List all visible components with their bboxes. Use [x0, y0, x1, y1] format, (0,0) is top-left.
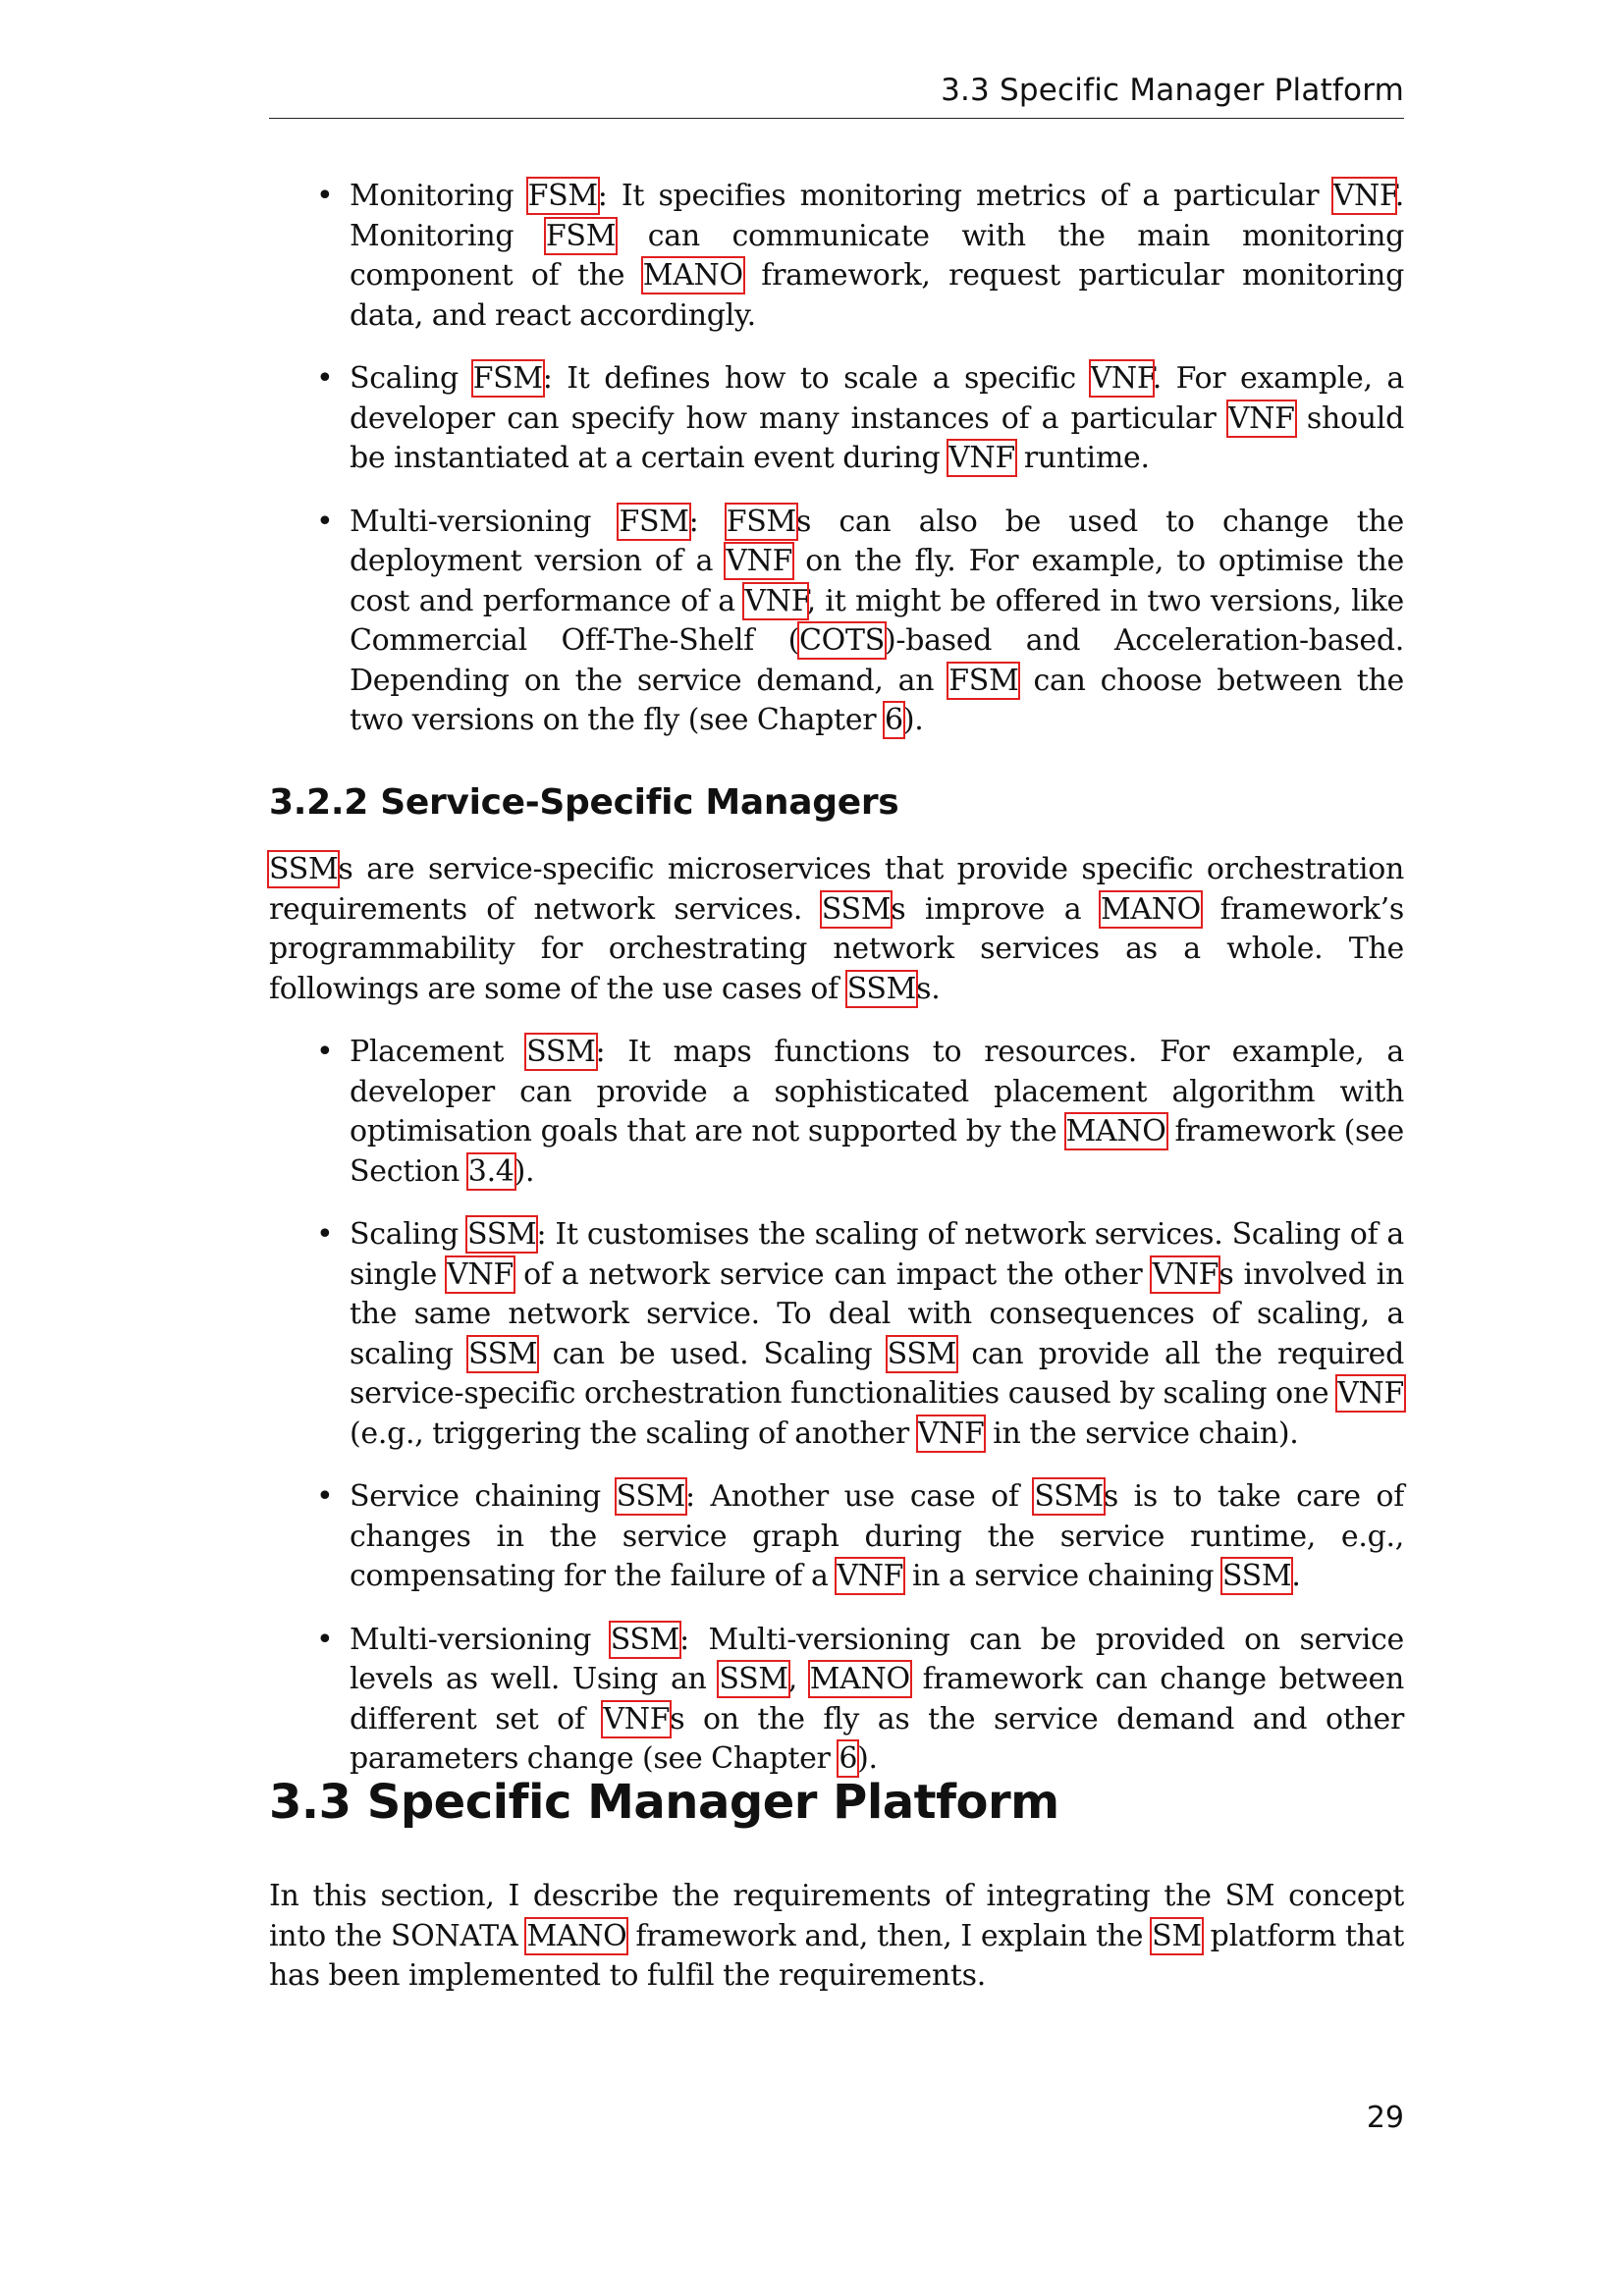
list-item — [269, 1215, 1404, 1454]
cross-reference-link[interactable]: VNF — [1227, 400, 1295, 436]
fsm-use-case-list — [269, 177, 1404, 741]
cross-reference-link[interactable]: MANO — [526, 1918, 627, 1953]
bullet-glyph: • — [316, 1217, 334, 1252]
cross-reference-link[interactable]: SSM — [467, 1336, 538, 1371]
cross-reference-link[interactable]: VNF — [837, 1559, 904, 1593]
cross-reference-link[interactable]: SSM — [526, 1035, 596, 1069]
text-run: , — [787, 1662, 810, 1696]
cross-reference-link[interactable]: VNF — [447, 1256, 514, 1292]
cross-reference-link[interactable]: VNF — [744, 583, 807, 618]
cross-reference-link[interactable]: 3.4 — [467, 1153, 514, 1189]
text-run: platform that has been implemented to fulfil the requirements. — [269, 1918, 1404, 1993]
list-item — [269, 1033, 1404, 1192]
text-run: framework, request particular monitoring data, and react accordingly. — [350, 258, 1404, 333]
cross-reference-link[interactable]: SSM — [719, 1662, 788, 1696]
cross-reference-link[interactable]: FSM — [619, 504, 689, 539]
text-run: : It customises the scaling of network services. Scaling of a single — [350, 1217, 1405, 1292]
cross-reference-link[interactable]: 6 — [885, 703, 903, 737]
text-run: Service chaining — [350, 1479, 617, 1514]
text-run: : It maps functions to resources. For example, a developer can provide a sophisticated placement algorithm with optimisation goals that are not supported by the — [350, 1035, 1404, 1148]
text-run: s involved in the same network service. To deal with consequences of scaling, a scaling — [350, 1256, 1404, 1371]
cross-reference-link[interactable]: VNF — [726, 544, 793, 578]
cross-reference-link[interactable]: VNF — [1090, 361, 1153, 396]
cross-reference-link[interactable]: MANO — [809, 1662, 910, 1696]
text-run: framework (see Section — [350, 1114, 1404, 1189]
text-run: framework and, then, I explain the — [626, 1918, 1153, 1953]
list-item-text — [350, 1621, 1404, 1780]
text-run: s is to take care of changes in the service graph during the service runtime, e.g., compensating for the failure of a — [350, 1479, 1404, 1593]
cross-reference-link[interactable]: MANO — [1065, 1114, 1166, 1148]
section-3-3-paragraph — [269, 1877, 1404, 1997]
text-run: . For example, a developer can specify how many instances of a particular — [350, 361, 1405, 436]
text-run: Multi-versioning — [350, 504, 620, 539]
text-run: ). — [857, 1741, 878, 1776]
list-item — [269, 1477, 1404, 1597]
text-run: : It specifies monitoring metrics of a particular — [597, 179, 1333, 213]
text-run: can choose between the two versions on the fly (see Chapter — [350, 663, 1404, 737]
text-run: , it might be offered in two versions, like Commercial Off-The-Shelf ( — [350, 583, 1404, 658]
text-run: runtime. — [1014, 441, 1150, 475]
list-item-text — [350, 359, 1404, 479]
bullet-glyph: • — [316, 179, 334, 213]
text-run: Scaling — [350, 1217, 468, 1252]
bullet-glyph: • — [316, 361, 334, 396]
cross-reference-link[interactable]: SSM — [821, 891, 892, 927]
page-number: 29 — [1366, 2101, 1404, 2135]
cross-reference-link[interactable]: VNF — [917, 1415, 985, 1451]
list-item-text — [350, 1477, 1404, 1597]
list-item-text — [350, 1215, 1404, 1454]
text-run: of a network service can impact the other — [514, 1256, 1153, 1292]
text-run: s on the fly as the service demand and other parameters change (see Chapter — [350, 1701, 1404, 1776]
text-run: Multi-versioning — [350, 1622, 611, 1657]
list-item — [269, 359, 1404, 479]
cross-reference-link[interactable]: VNF — [1337, 1376, 1404, 1411]
bullet-glyph: • — [316, 1479, 334, 1514]
header-rule — [269, 118, 1404, 119]
ssm-intro-paragraph — [269, 850, 1404, 1009]
text-run: s can also be used to change the deployment version of a — [350, 504, 1404, 578]
cross-reference-link[interactable]: FSM — [545, 218, 617, 253]
cross-reference-link[interactable]: FSM — [726, 504, 796, 539]
text-run: in a service chaining — [903, 1559, 1222, 1593]
text-run: s. — [916, 971, 941, 1006]
bullet-glyph: • — [316, 1035, 334, 1069]
cross-reference-link[interactable]: SSM — [1034, 1479, 1104, 1514]
text-run: . Monitoring — [350, 179, 1405, 253]
text-run: s are service-specific microservices that provide specific orchestration requirements of network services. — [269, 852, 1404, 927]
cross-reference-link[interactable]: FSM — [472, 361, 543, 396]
cross-reference-link[interactable]: COTS — [799, 623, 885, 658]
cross-reference-link[interactable]: SSM — [610, 1622, 680, 1657]
list-item — [269, 1621, 1404, 1780]
text-run: ). — [902, 703, 924, 737]
text-run: (e.g., triggering the scaling of another — [350, 1415, 918, 1451]
cross-reference-link[interactable]: FSM — [527, 179, 598, 213]
cross-reference-link[interactable]: VNF — [1332, 179, 1395, 213]
cross-reference-link[interactable]: SSM — [467, 1217, 537, 1252]
text-run: should be instantiated at a certain event during — [350, 400, 1404, 475]
text-run: : It defines how to scale a specific — [542, 361, 1091, 396]
running-header: 3.3 Specific Manager Platform — [941, 73, 1404, 108]
text-run: . — [1291, 1559, 1301, 1593]
cross-reference-link[interactable]: SSM — [616, 1479, 686, 1514]
cross-reference-link[interactable]: SSM — [269, 852, 339, 886]
text-run: : Multi-versioning can be provided on service levels as well. Using an — [350, 1622, 1404, 1696]
cross-reference-link[interactable]: SM — [1152, 1918, 1202, 1953]
text-run: can communicate with the main monitoring component of the — [350, 218, 1404, 293]
bullet-list — [269, 177, 1404, 741]
list-item — [269, 503, 1404, 741]
cross-reference-link[interactable]: SSM — [887, 1336, 957, 1371]
ssm-intro-paragraph-block — [269, 850, 1404, 1009]
bullet-list — [269, 1033, 1404, 1780]
text-run: Monitoring — [350, 179, 528, 213]
cross-reference-link[interactable]: VNF — [603, 1701, 671, 1736]
list-item — [269, 177, 1404, 336]
text-run: Placement — [350, 1035, 527, 1069]
text-run: can be used. Scaling — [537, 1336, 888, 1371]
text-run: framework can change between different set of — [350, 1662, 1404, 1736]
cross-reference-link[interactable]: SSM — [846, 971, 917, 1006]
bullet-glyph: • — [316, 1622, 334, 1657]
cross-reference-link[interactable]: FSM — [948, 663, 1019, 698]
bullet-glyph: • — [316, 504, 334, 539]
subsection-heading-3-2-2: 3.2.2 Service-Specific Managers — [269, 782, 899, 823]
text-run: )-based and Acceleration-based. Depending on the service demand, an — [350, 623, 1404, 698]
text-run: : Another use case of — [685, 1479, 1035, 1514]
text-run: in the service chain). — [984, 1415, 1299, 1451]
cross-reference-link[interactable]: 6 — [839, 1741, 858, 1776]
list-item-text — [350, 177, 1404, 336]
cross-reference-link[interactable]: MANO — [642, 258, 743, 293]
list-item-text — [350, 1033, 1404, 1192]
text-run: Scaling — [350, 361, 473, 396]
list-item-text — [350, 503, 1404, 741]
ssm-use-case-list — [269, 1033, 1404, 1780]
text-run: on the fly. For example, to optimise the cost and performance of a — [350, 544, 1404, 618]
cross-reference-link[interactable]: VNF — [948, 441, 1015, 475]
text-run: can provide all the required service-specific orchestration functionalities caused by scaling one — [350, 1336, 1404, 1411]
text-run: : — [688, 504, 727, 539]
text-run: s improve a — [891, 891, 1101, 927]
section-heading-3-3: 3.3 Specific Manager Platform — [269, 1775, 1059, 1830]
text-run: In this section, I describe the requirements of integrating the SM concept into the SONATA — [269, 1879, 1404, 1953]
text-run: framework’s programmability for orchestrating network services as a whole. The followings are some of the use cases of — [269, 891, 1404, 1006]
section-3-3-paragraph-block — [269, 1877, 1404, 1997]
cross-reference-link[interactable]: SSM — [1221, 1559, 1292, 1593]
cross-reference-link[interactable]: VNF — [1152, 1256, 1219, 1292]
cross-reference-link[interactable]: MANO — [1100, 891, 1201, 927]
text-run: ). — [514, 1153, 535, 1189]
